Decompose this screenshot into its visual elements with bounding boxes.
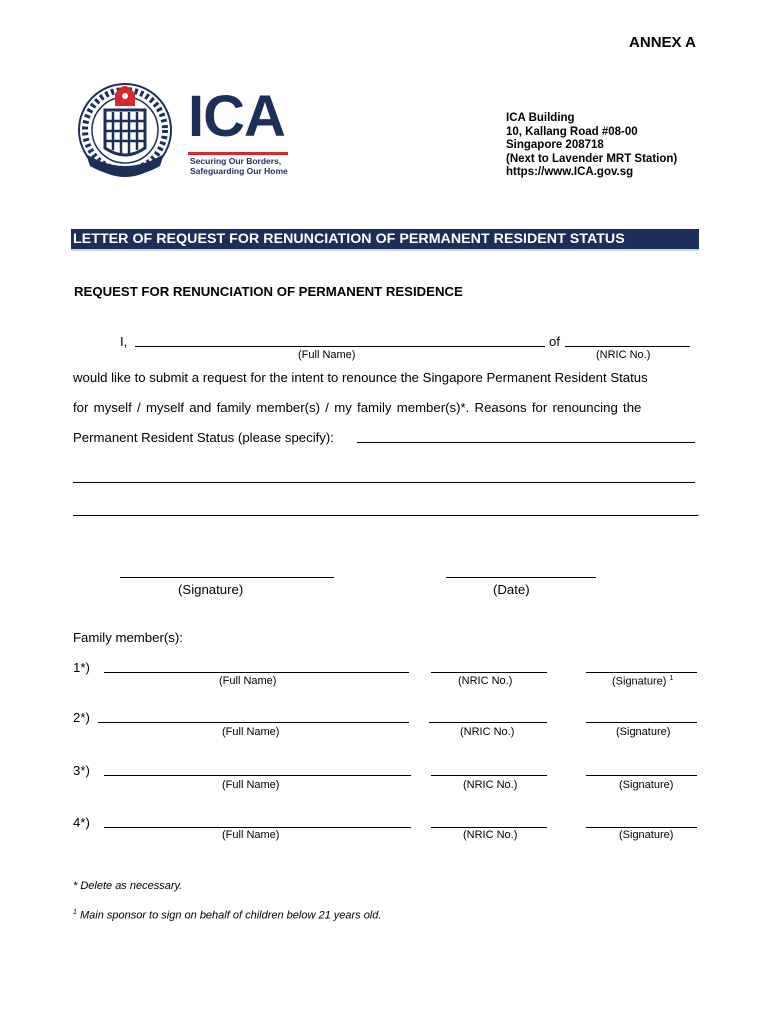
logo-rule [188, 152, 288, 155]
member-nric-caption: (NRIC No.) [458, 675, 513, 687]
member-nric-caption: (NRIC No.) [463, 829, 518, 841]
member-signature-caption: (Signature) [616, 726, 671, 738]
full-name-caption: (Full Name) [298, 349, 356, 361]
nric-field[interactable] [565, 346, 690, 347]
member-nric-field[interactable] [429, 722, 547, 723]
website-link[interactable]: https://www.ICA.gov.sg [506, 166, 634, 179]
member-name-caption: (Full Name) [222, 829, 280, 841]
full-name-field[interactable] [135, 346, 545, 347]
member-signature-field[interactable] [586, 722, 697, 723]
member-signature-caption: (Signature) [619, 779, 674, 791]
member-name-caption: (Full Name) [219, 675, 277, 687]
member-name-caption: (Full Name) [222, 726, 280, 738]
signature-caption: (Signature) [178, 582, 244, 597]
body-line-1: would like to submit a request for the intent to renounce the Singapore Permanent Resident Status [73, 370, 648, 385]
body-line-3: Permanent Resident Status (please specify): [73, 430, 334, 445]
family-heading: Family member(s): [73, 630, 183, 645]
annex-label: ANNEX A [629, 34, 696, 51]
section-heading: REQUEST FOR RENUNCIATION OF PERMANENT RESIDENCE [74, 284, 463, 299]
member-name-caption: (Full Name) [222, 779, 280, 791]
body-line-2: for myself / myself and family member(s) / my family member(s)*. Reasons for renouncing the [73, 400, 642, 415]
member-nric-field[interactable] [431, 827, 547, 828]
member-number: 1*) [73, 660, 90, 675]
member-signature-caption: (Signature) [619, 829, 674, 841]
member-name-field[interactable] [98, 722, 409, 723]
member-signature-field[interactable] [586, 827, 697, 828]
date-field[interactable] [446, 577, 596, 578]
address-line: 10, Kallang Road #08-00 [506, 125, 638, 138]
footnote-delete: * Delete as necessary. [73, 880, 183, 892]
member-signature-field[interactable] [586, 672, 697, 673]
member-number: 2*) [73, 710, 90, 725]
document-title: LETTER OF REQUEST FOR RENUNCIATION OF PERMANENT RESIDENT STATUS [73, 231, 625, 247]
member-signature-caption: (Signature) $^1$ [612, 675, 674, 688]
nric-caption: (NRIC No.) [596, 349, 651, 361]
member-name-field[interactable] [104, 827, 411, 828]
address-line: ICA Building [506, 112, 575, 124]
member-nric-field[interactable] [431, 775, 547, 776]
logo-tagline: Securing Our Borders, Safeguarding Our Home [190, 156, 288, 176]
member-nric-caption: (NRIC No.) [463, 779, 518, 791]
i-prefix: I, [120, 334, 128, 349]
date-caption: (Date) [493, 582, 530, 597]
member-name-field[interactable] [104, 672, 409, 673]
of-label: of [549, 334, 560, 349]
address-block [506, 112, 677, 180]
reason-field[interactable] [357, 442, 695, 443]
member-signature-field[interactable] [586, 775, 697, 776]
address-line: (Next to Lavender MRT Station) [506, 152, 678, 165]
reason-field-line-2[interactable] [73, 482, 695, 483]
footnote-sponsor: $^1$ Main sponsor to sign on behalf of children below 21 years old. [73, 909, 382, 922]
address-line: Singapore 208718 [506, 139, 604, 152]
document-title-bar [71, 229, 699, 251]
member-nric-caption: (NRIC No.) [460, 726, 515, 738]
ica-wordmark: ICA [188, 84, 285, 149]
signature-field[interactable] [120, 577, 334, 578]
member-nric-field[interactable] [431, 672, 547, 673]
period-mark: . [696, 504, 700, 519]
reason-field-line-3[interactable] [73, 515, 697, 516]
member-name-field[interactable] [104, 775, 411, 776]
member-number: 3*) [73, 763, 90, 778]
ica-logo [72, 76, 302, 188]
member-number: 4*) [73, 815, 90, 830]
